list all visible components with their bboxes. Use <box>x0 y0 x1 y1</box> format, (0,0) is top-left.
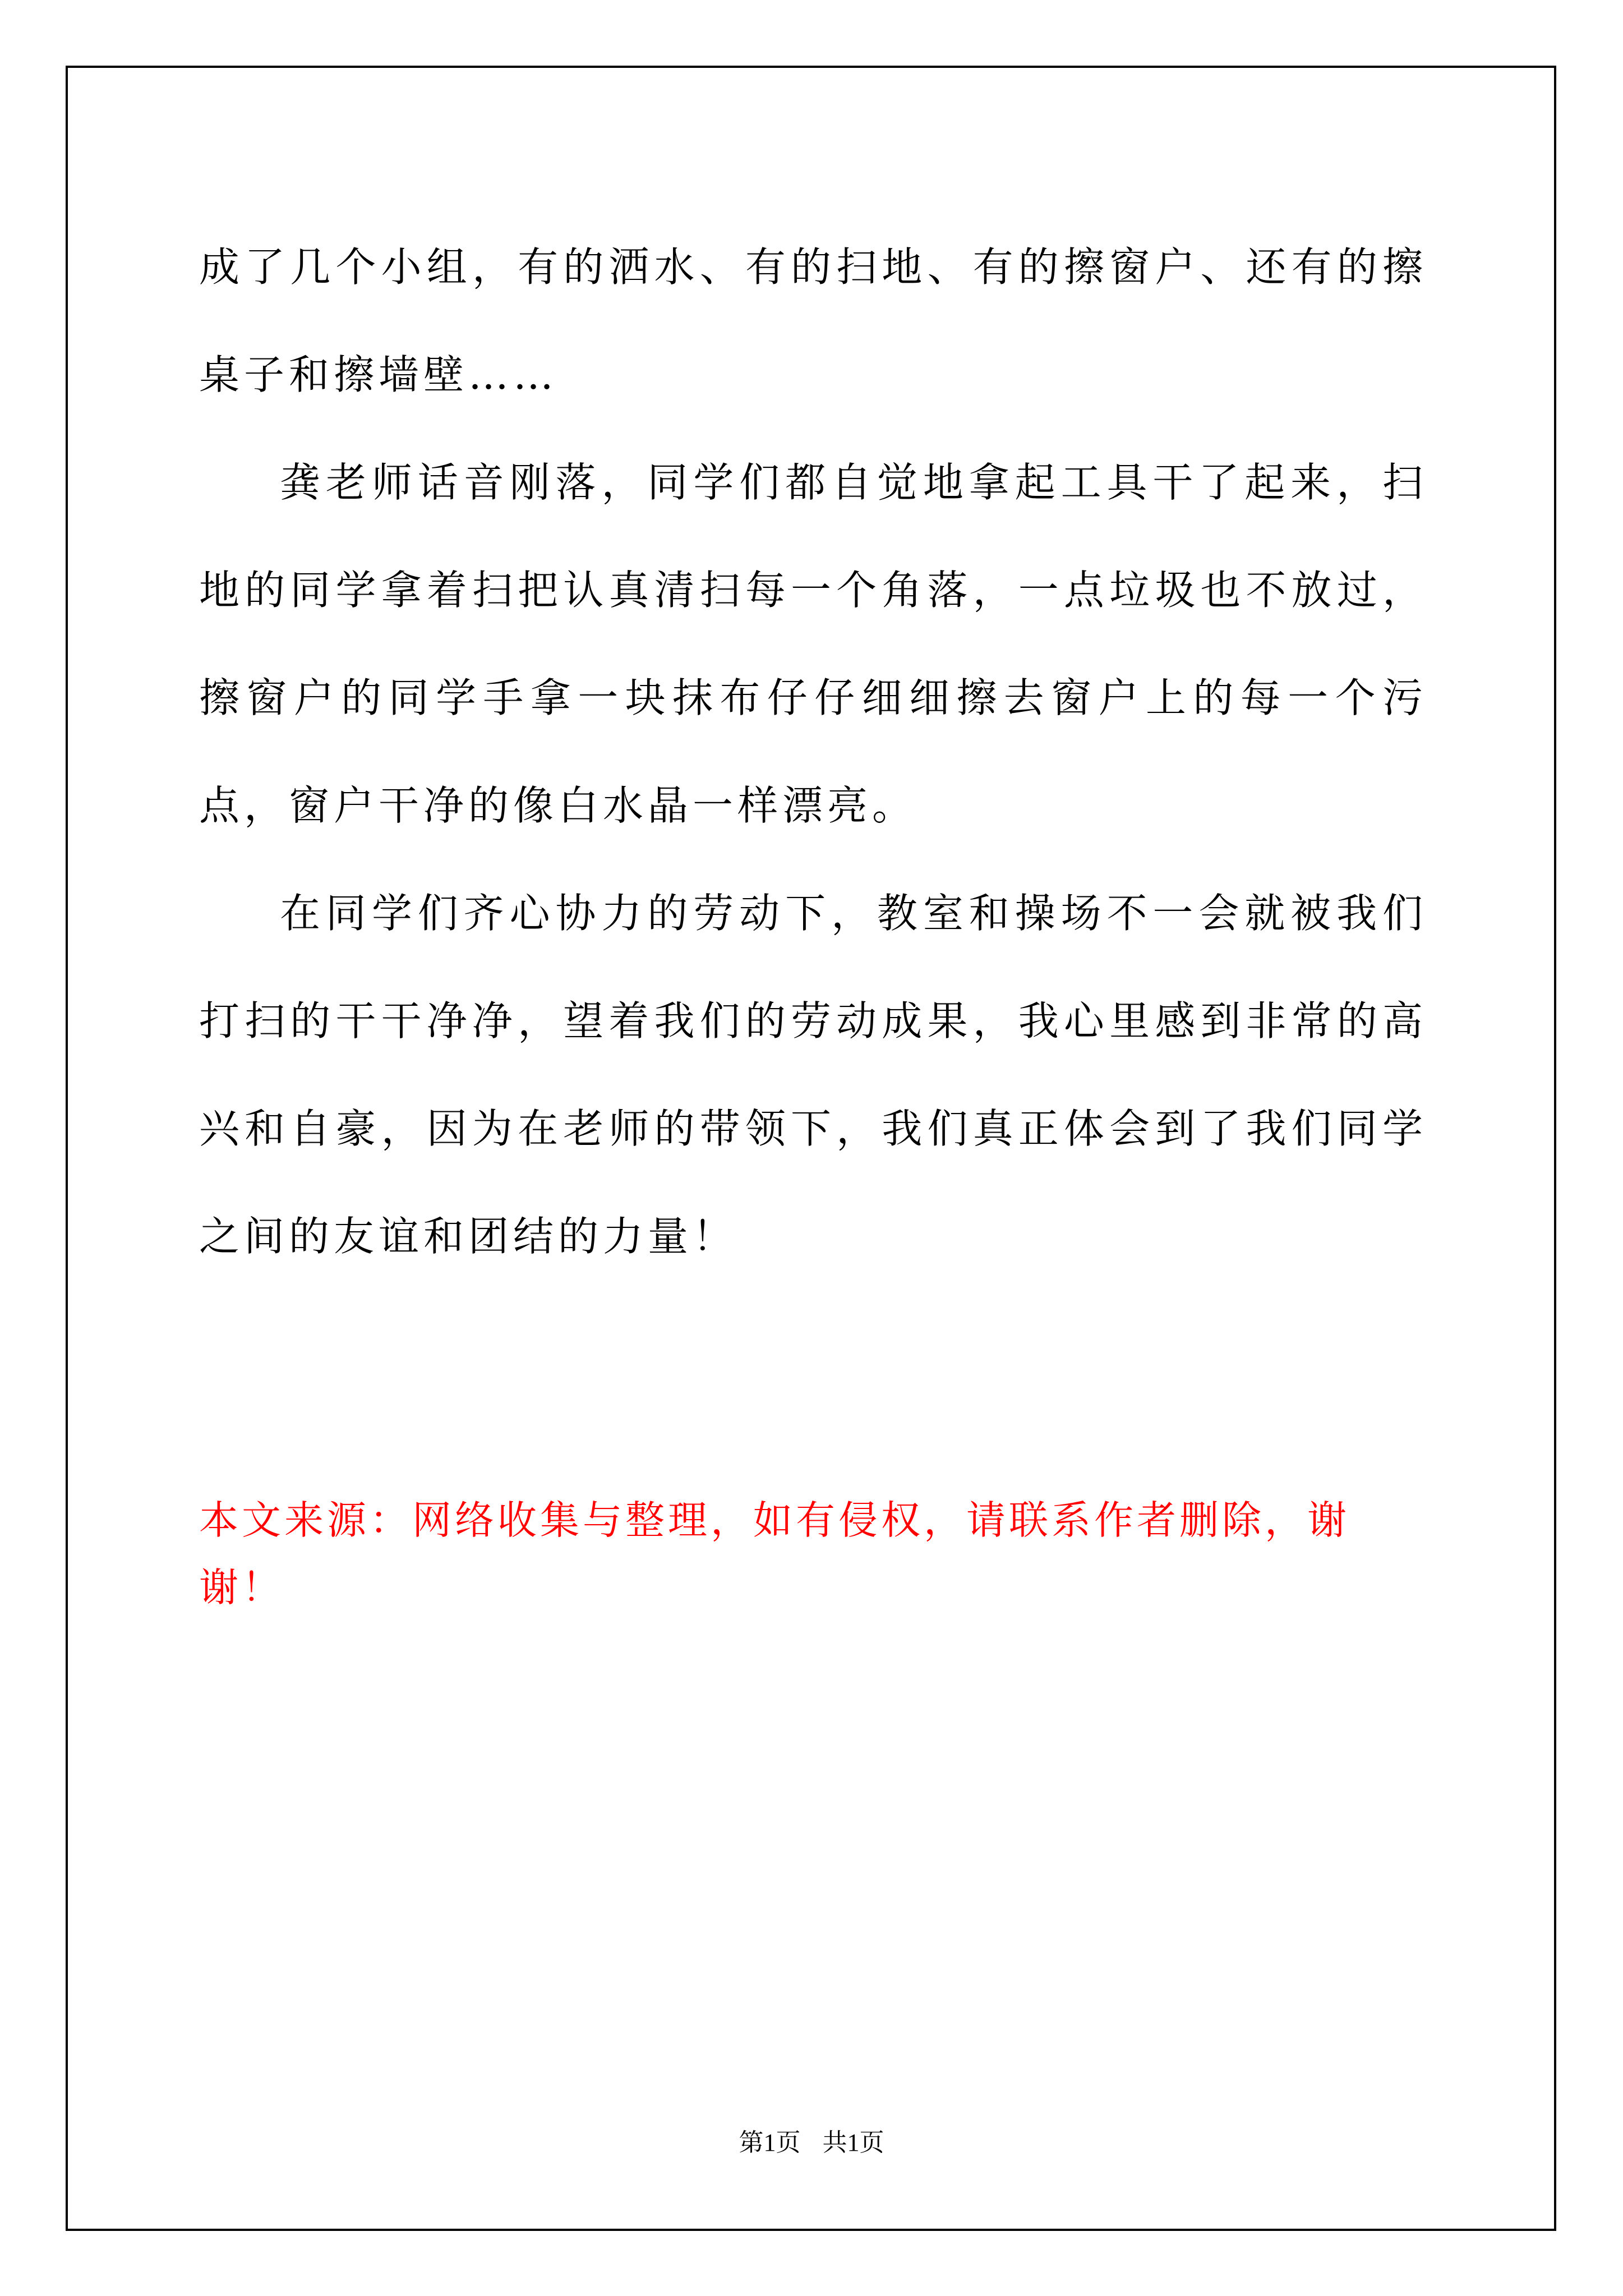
paragraph-1: 成了几个小组，有的洒水、有的扫地、有的擦窗户、还有的擦桌子和擦墙壁…… <box>199 243 1427 398</box>
paragraph-2: 龚老师话音刚落，同学们都自觉地拿起工具干了起来，扫地的同学拿着扫把认真清扫每一个角落，一点垃圾也不放过，擦窗户的同学手拿一块抹布仔仔细细擦去窗户上的每一个污点，窗户干净的像白水晶一样漂亮。 <box>199 459 1427 829</box>
document-body <box>199 213 1427 1290</box>
source-note: 本文来源：网络收集与整理，如有侵权，请联系作者删除，谢谢！ <box>199 1497 1350 1611</box>
page-number-total: 共1页 <box>822 2129 884 2156</box>
page-footer <box>0 2126 1623 2160</box>
paragraph-3: 在同学们齐心协力的劳动下，教室和操场不一会就被我们打扫的干干净净，望着我们的劳动成果，我心里感到非常的高兴和自豪，因为在老师的带领下，我们真正体会到了我们同学之间的友谊和团结的力量！ <box>199 890 1427 1260</box>
page-number-current: 第1页 <box>739 2129 801 2156</box>
